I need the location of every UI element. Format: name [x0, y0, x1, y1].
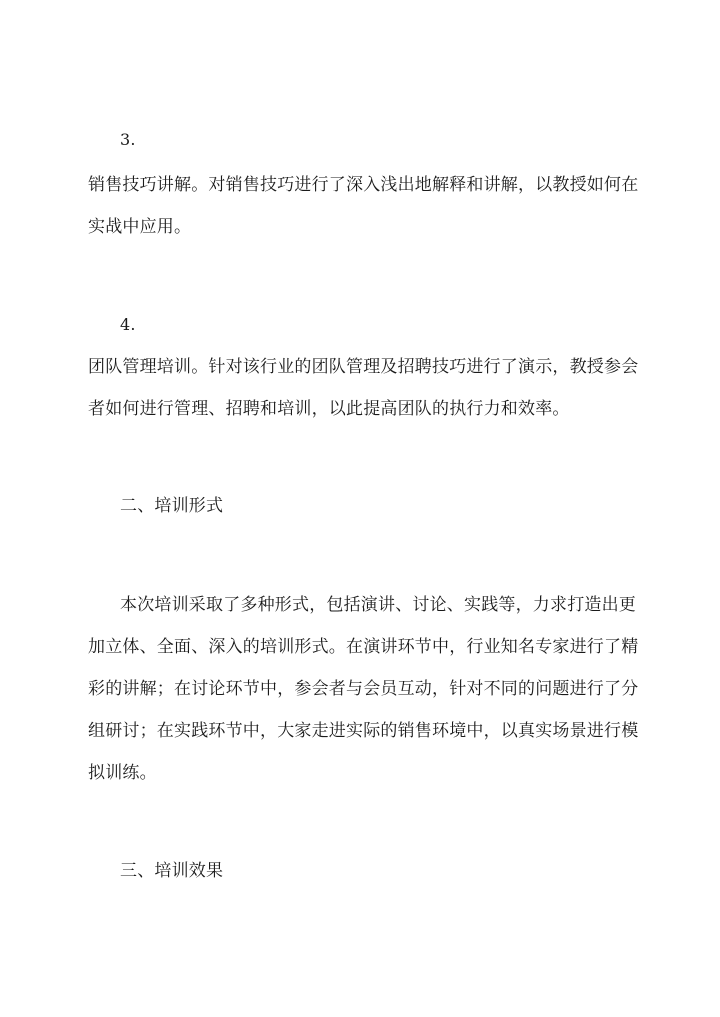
item-4-number: 4. — [120, 315, 136, 334]
item-3-line-2: 实战中应用。 — [88, 217, 192, 237]
section-2-line-1: 本次培训采取了多种形式，包括演讲、讨论、实践等，力求打造出更 — [120, 595, 636, 615]
item-3-line-1: 销售技巧讲解。对销售技巧进行了深入浅出地解释和讲解，以教授如何在 — [88, 175, 639, 195]
section-2-line-4: 组研讨；在实践环节中，大家走进实际的销售环境中，以真实场景进行模 — [88, 721, 639, 741]
section-2-heading: 二、培训形式 — [120, 496, 224, 516]
item-3-number: 3. — [120, 130, 136, 149]
section-2-line-2: 加立体、全面、深入的培训形式。在演讲环节中，行业知名专家进行了精 — [88, 637, 639, 657]
item-4-line-2: 者如何进行管理、招聘和培训，以此提高团队的执行力和效率。 — [88, 399, 570, 419]
item-4-line-1: 团队管理培训。针对该行业的团队管理及招聘技巧进行了演示，教授参会 — [88, 357, 639, 377]
section-2-line-5: 拟训练。 — [88, 763, 157, 783]
section-3-heading: 三、培训效果 — [120, 861, 224, 881]
section-2-line-3: 彩的讲解；在讨论环节中，参会者与会员互动，针对不同的问题进行了分 — [88, 679, 639, 699]
